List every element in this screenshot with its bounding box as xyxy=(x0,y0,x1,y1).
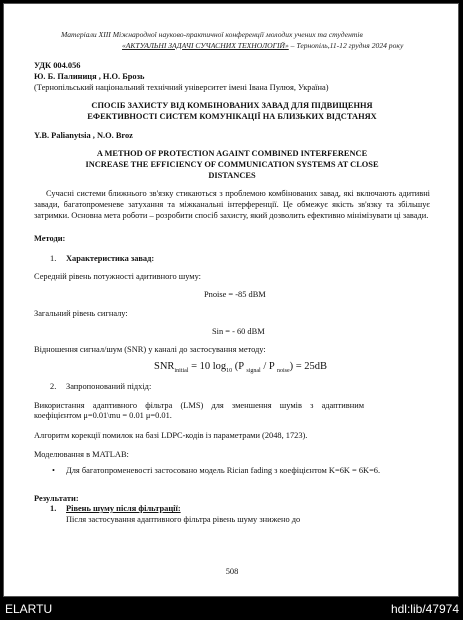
header-line-1: Матеріали ХІІІ Міжнародної науково-практичної конференції молодих учених та студентів xyxy=(61,30,363,39)
udk: УДК 004.056 xyxy=(34,61,81,70)
page-number: 508 xyxy=(225,567,239,576)
bullet-icon: • xyxy=(52,466,55,475)
lms-text: Використання адаптивного фільтра (LMS) для зменшення шумів з адаптивним коефіцієнтом μ=0.01\mu = 0.01 μ=0.01. xyxy=(34,401,364,420)
ldpc-text: Алгоритм корекції помилок на базі LDPC-кодів із параметрами (2048, 1723). xyxy=(34,431,308,440)
snr-text: Відношення сигнал/шум (SNR) у каналі до застосування методу: xyxy=(34,345,266,354)
snr-formula: $SNR_{initial} = 10$ $\log_{10} (P$ $_{signal}$ / P $_{noise}$) = 25dB xyxy=(154,361,328,375)
matlab-text: Моделювання в MATLAB: xyxy=(34,450,129,459)
document-page xyxy=(3,3,459,597)
title-en-line-3: DISTANCES xyxy=(208,171,256,180)
title-en-line-2: INCREASE THE EFFICIENCY OF COMMUNICATION SYSTEMS AT CLOSE xyxy=(85,160,379,169)
pnoise-formula: Pnoise = -85 dBM xyxy=(204,290,266,299)
result-1-label: Рівень шуму після фільтрації: xyxy=(66,504,181,513)
results-heading: Результати: xyxy=(34,494,79,503)
item-1-number: 1. xyxy=(50,254,57,263)
title-en-line-1: A METHOD OF PROTECTION AGAINT COMBINED INTERFERENCE xyxy=(96,149,368,158)
header-line-2 xyxy=(122,41,403,50)
signal-text: Загальний рівень сигналу: xyxy=(34,309,128,318)
affiliation: (Тернопільський національний технічний університет імені Івана Пулюя, Україна) xyxy=(34,83,329,92)
footer-repository-name: ELARTU xyxy=(5,602,53,616)
title-ua-line-1: СПОСІБ ЗАХИСТУ ВІД КОМБІНОВАНИХ ЗАВАД ДЛЯ ПІДВИЩЕННЯ xyxy=(91,101,373,110)
methods-heading: Методи: xyxy=(34,234,66,243)
authors-ua: Ю. Б. Палиниця , Н.О. Брозь xyxy=(34,72,145,81)
item-2-label: Запропонований підхід: xyxy=(66,382,152,391)
item-2-number: 2. xyxy=(50,382,57,391)
result-1-text: Після застосування адаптивного фільтра рівень шуму знижено до xyxy=(66,515,301,524)
sin-formula: Sin = - 60 dBM xyxy=(212,327,265,336)
noise-text: Середній рівень потужності адитивного шуму: xyxy=(34,272,201,281)
result-1-number: 1. xyxy=(50,504,57,513)
title-ua-line-2: ЕФЕКТИВНОСТІ СИСТЕМ КОМУНІКАЦІЇ НА БЛИЗЬКИХ ВІДСТАНЯХ xyxy=(87,112,377,121)
authors-en: Y.B. Palianytsia , N.O. Broz xyxy=(34,131,133,140)
bullet-text: Для багатопроменевості застосовано модель Rician fading з коефіцієнтом K=6K = 6K=6. xyxy=(66,466,381,475)
header-date: – Тернопіль,11-12 грудня 2024 року xyxy=(288,41,404,50)
header-conference-title: «АКТУАЛЬНІ ЗАДАЧІ СУЧАСНИХ ТЕХНОЛОГІЙ» xyxy=(122,41,289,50)
footer-handle-link[interactable]: hdl:lib/47974 xyxy=(390,602,459,616)
footer-bar xyxy=(0,597,463,620)
abstract-paragraph: Сучасні системи ближнього зв'язку стикаються з проблемою комбінованих завад, які включають адитивні завади, багатопроменеве затухання та міжканальні інтерференції. Це обмежує якість зв'язку та збільшує затримки. Основна мета роботи – розробити спосіб захисту, який дозволить ефективно мінімізувати ці завади. xyxy=(34,189,430,220)
item-1-label: Характеристика завад: xyxy=(66,254,155,263)
